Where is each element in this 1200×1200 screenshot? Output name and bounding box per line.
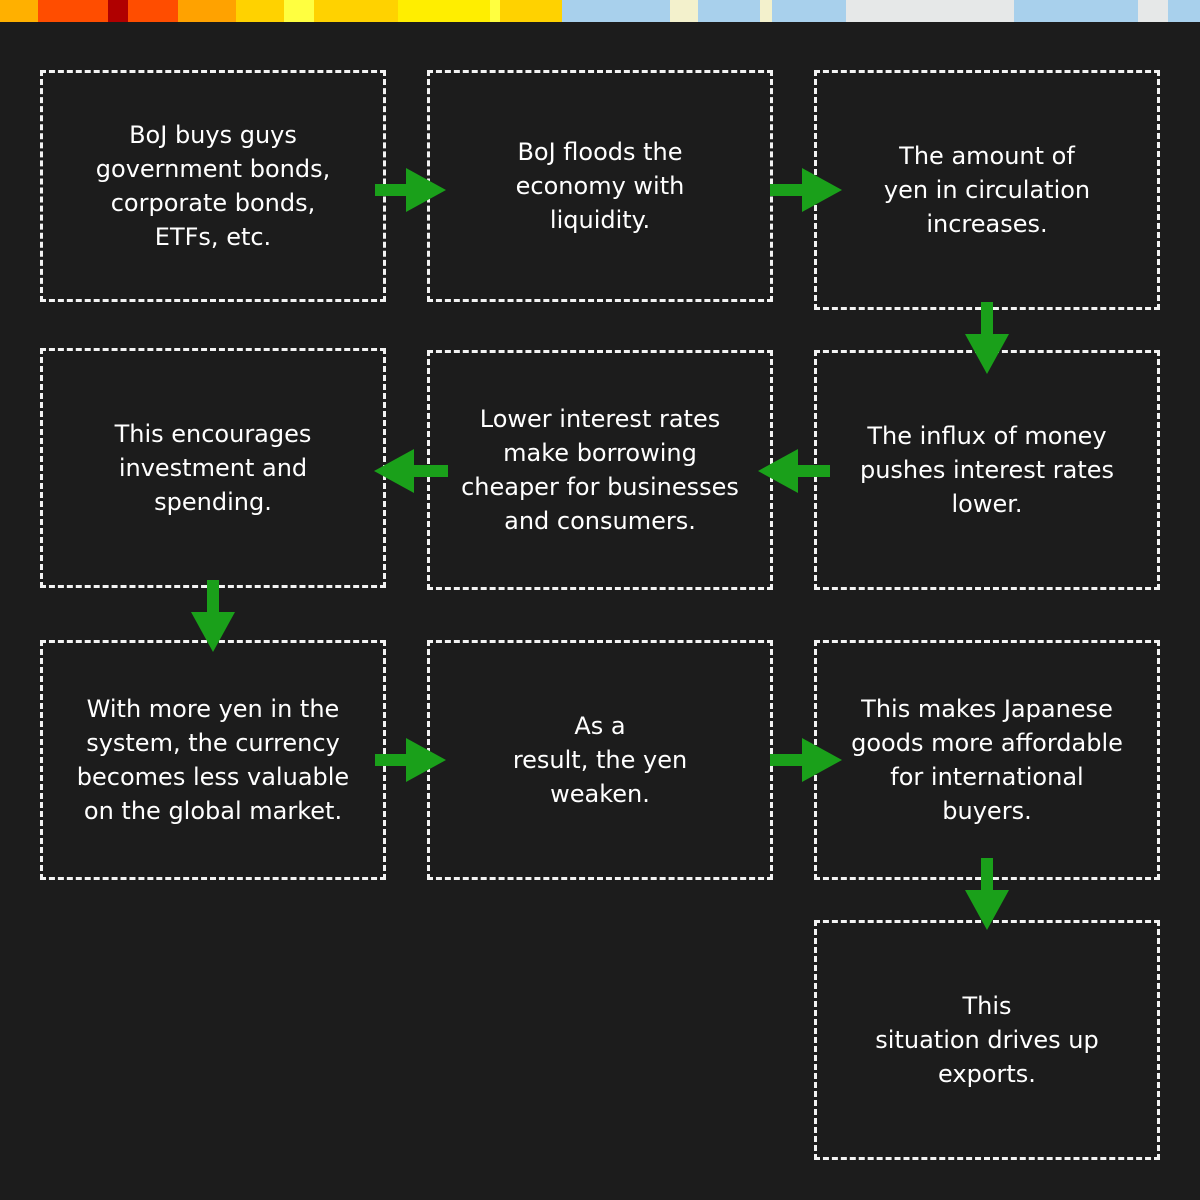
arrow-step8-to-step9 xyxy=(770,738,842,782)
step-8-text: As a result, the yen weaken. xyxy=(512,712,688,808)
arrow-step9-to-step10 xyxy=(965,858,1009,930)
arrow-step1-to-step2 xyxy=(375,168,446,212)
arrow-step3-to-step4 xyxy=(965,302,1009,374)
step-2-text: BoJ floods the economy with liquidity. xyxy=(515,138,685,234)
step-5-text: Lower interest rates make borrowing cheaper for businesses and consumers. xyxy=(461,405,739,535)
step-6-text: This encourages investment and spending. xyxy=(114,420,312,516)
step-4-text: The influx of money pushes interest rates lower. xyxy=(859,422,1114,518)
arrow-step2-to-step3 xyxy=(770,168,842,212)
step-3-text: The amount of yen in circulation increases. xyxy=(883,142,1091,238)
arrow-step4-to-step5 xyxy=(758,449,830,493)
arrow-step6-to-step7 xyxy=(191,580,235,652)
arrow-step7-to-step8 xyxy=(375,738,446,782)
step-1-text: BoJ buys guys government bonds, corporate bonds, ETFs, etc. xyxy=(95,121,331,251)
step-9-text: This makes Japanese goods more affordable for international buyers. xyxy=(851,695,1123,825)
step-10-text: This situation drives up exports. xyxy=(875,992,1099,1088)
step-7-text: With more yen in the system, the currency becomes less valuable on the global market. xyxy=(76,695,350,825)
arrow-step5-to-step6 xyxy=(374,449,448,493)
